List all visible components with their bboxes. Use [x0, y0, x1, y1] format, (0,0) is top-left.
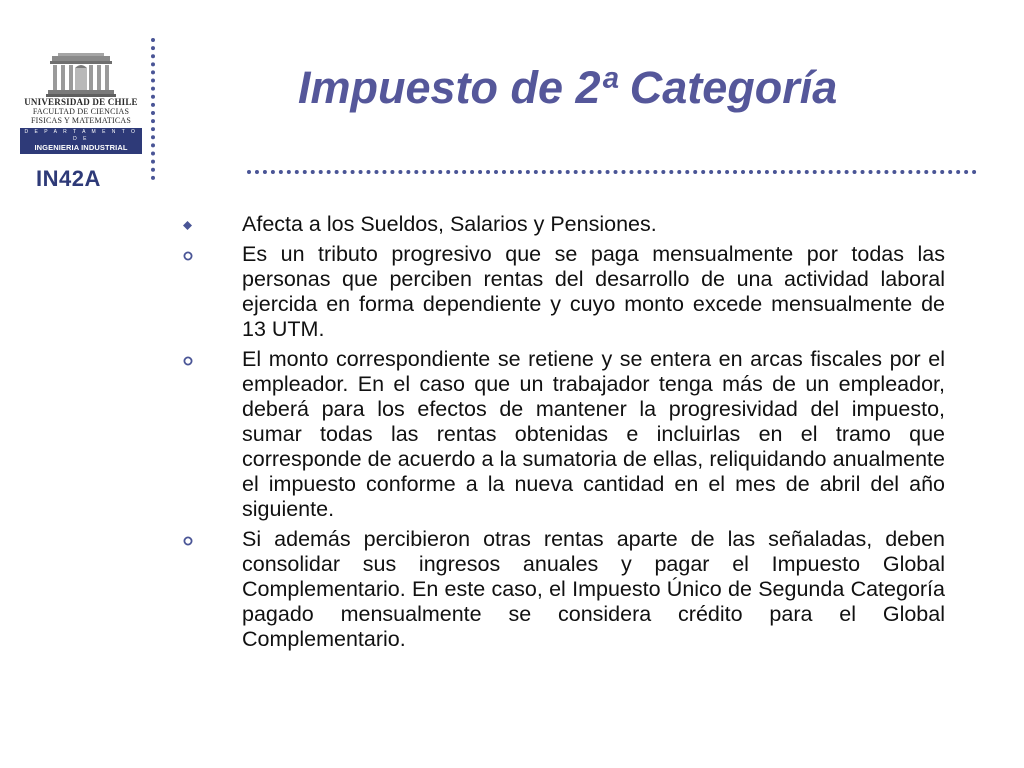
bullet-item — [183, 347, 945, 522]
department-band — [20, 128, 142, 154]
ring-icon — [183, 251, 193, 261]
ring-icon — [183, 356, 193, 366]
bullet-text: Si además percibieron otras rentas aparte de las señaladas, deben consolidar sus ingresos anuales y pagar el Impuesto Global Complementario. En este caso, el Impuesto Único de Segunda Categoría pagado mensualmente se considera crédito para el Global Complementario. — [242, 527, 945, 651]
bullet-item — [183, 242, 945, 342]
diamond-icon — [183, 221, 192, 230]
course-code: IN42A — [36, 166, 101, 191]
bullet-item — [183, 527, 945, 652]
bullet-item — [183, 212, 945, 237]
department-label: D E P A R T A M E N T O D E — [24, 129, 138, 142]
department-name: INGENIERIA INDUSTRIAL — [34, 143, 128, 152]
university-logo — [20, 52, 142, 154]
building-icon — [46, 52, 116, 98]
bullet-list — [183, 212, 945, 657]
bullet-text: Es un tributo progresivo que se paga mensualmente por todas las personas que perciben rentas del desarrollo de una actividad laboral ejercida en forma dependiente y cuyo monto excede mensualmente de 13 UTM. — [242, 242, 945, 341]
ring-icon — [183, 536, 193, 546]
title-underline — [247, 170, 977, 174]
bullet-text: Afecta a los Sueldos, Salarios y Pensiones. — [242, 212, 657, 236]
faculty-line-1: FACULTAD DE CIENCIAS — [32, 107, 130, 116]
slide-title: Impuesto de 2ª Categoría — [298, 62, 838, 113]
bullet-text: El monto correspondiente se retiene y se entera en arcas fiscales por el empleador. En el caso que un trabajador tenga más de un empleador, deberá para los efectos de mantener la progresividad del impuesto, sumar todas las rentas obtenidas e incluirlas en el tramo que corresponde de acuerdo a la sumatoria de ellas, reliquidando anualmente el impuesto conforme a la nueva cantidad en el mes de abril del año siguiente. — [242, 347, 945, 521]
faculty-line-2: FISICAS Y MATEMATICAS — [30, 116, 132, 125]
vertical-divider — [151, 38, 155, 180]
university-name: UNIVERSIDAD DE CHILE — [24, 97, 138, 107]
